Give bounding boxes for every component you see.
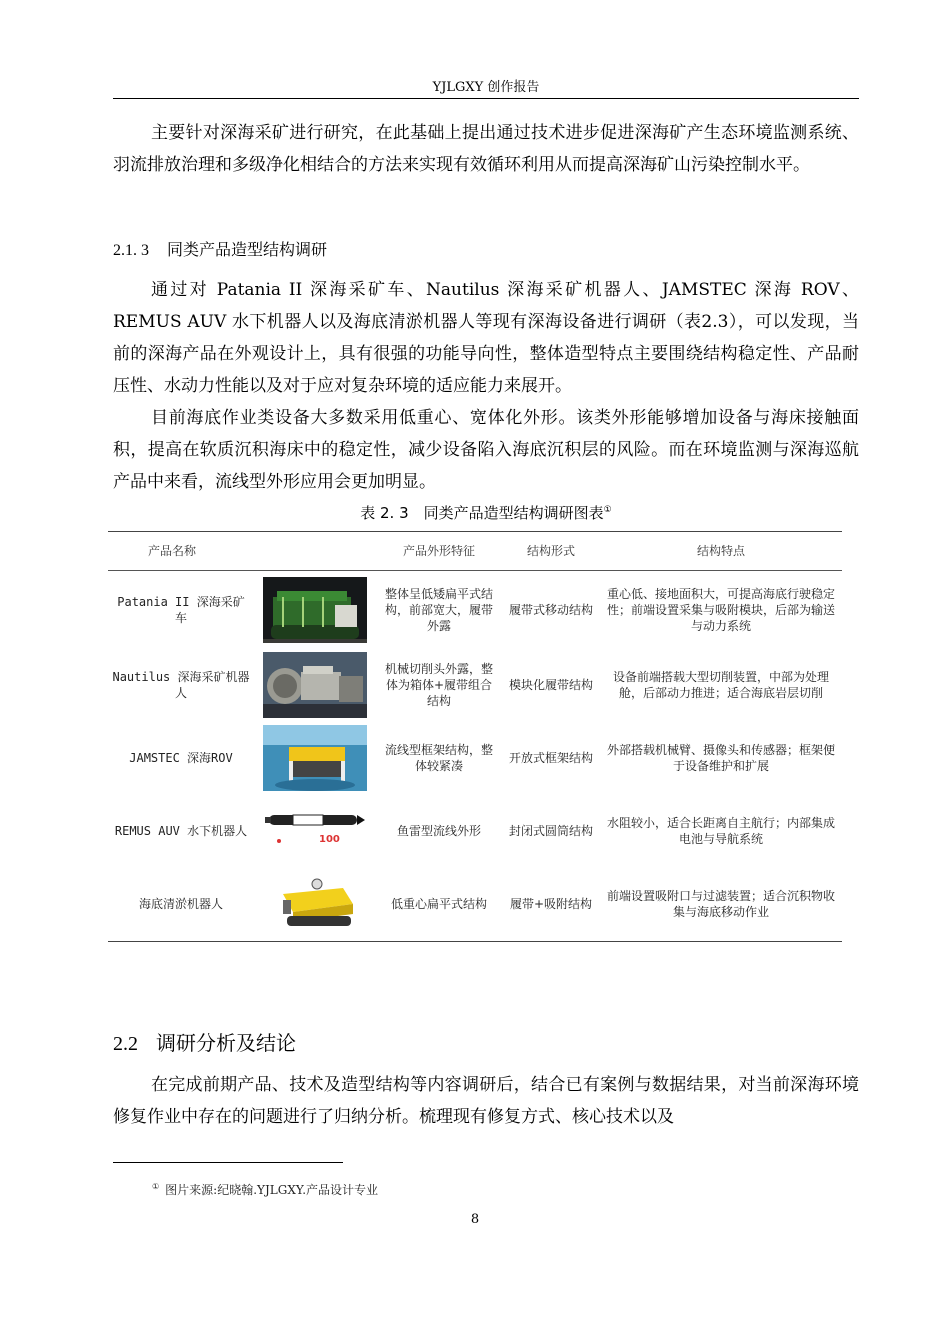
header-rule (113, 98, 859, 99)
mining-vehicle-photo (263, 577, 367, 643)
cell-shape: 整体呈低矮扁平式结构，前部宽大，履带外露 (384, 586, 493, 633)
cutter-robot-photo (263, 652, 367, 718)
cell-image (254, 649, 376, 722)
cell-features: 前端设置吸附口与过滤装置；适合沉积物收集与海底移动作业 (600, 868, 842, 942)
cell-structure: 模块化履带结构 (508, 678, 593, 692)
cell-image (254, 722, 376, 795)
paragraph-survey: 通过对 Patania II 深海采矿车、Nautilus 深海采矿机器人、JAMSTEC 深海 ROV、REMUS AUV 水下机器人以及海底清淤机器人等现有深海设备进行调研（表2.3），可以发现，当前的深海产品在外观设计上，具有很强的功能导向性，整体造型特点主要围绕结构稳定性、产品耐压性、水动力性能以及对于应对复杂环境的适应能力来展开。 (113, 280, 859, 396)
footnote-text: 图片来源:纪晓翰.YJLGXY.产品设计专业 (165, 1183, 379, 1197)
table-row (108, 571, 842, 649)
paragraph-shape: 目前海底作业类设备大多数采用低重心、宽体化外形。该类外形能够增加设备与海床接触面积，提高在软质沉积海床中的稳定性，减少设备陷入海底沉积层的风险。而在环境监测与深海巡航产品中来看，流线型外形应用会更加明显。 (113, 408, 859, 492)
footnote-rule (113, 1162, 343, 1163)
cell-features: 设备前端搭载大型切削装置，中部为处理舱，后部动力推进；适合海底岩层切削 (612, 670, 829, 700)
cell-name: 海底清淤机器人 (108, 868, 254, 942)
cell-name: Nautilus 深海采矿机器人 (112, 670, 250, 700)
footnote-mark: ① (152, 1182, 160, 1191)
cell-structure: 履带式移动结构 (508, 602, 593, 617)
cell-image (254, 795, 376, 868)
cell-features: 水阻较小，适合长距离自主航行；内部集成电池与导航系统 (606, 816, 835, 846)
section-number: 2.2 (113, 1033, 138, 1055)
product-survey-table (108, 531, 842, 942)
col-header-name: 产品名称 (108, 532, 376, 571)
caption-text: 表 2. 3 同类产品造型结构调研图表 (360, 504, 604, 522)
caption-footnote-mark: ① (603, 505, 612, 515)
table-caption (113, 502, 859, 523)
section-heading-2-2 (113, 1027, 296, 1056)
col-header-features: 结构特点 (600, 532, 842, 571)
cell-shape: 低重心扁平式结构 (376, 868, 502, 942)
cell-name: JAMSTEC 深海ROV (129, 751, 233, 765)
table-row (108, 868, 842, 942)
cell-image (254, 571, 376, 649)
cell-structure: 封闭式圆筒结构 (508, 824, 593, 838)
auv-photo (263, 809, 367, 853)
paragraph-analysis: 在完成前期产品、技术及造型结构等内容调研后，结合已有案例与数据结果，对当前深海环境修复作业中存在的问题进行了归纳分析。梳理现有修复方式、核心技术以及 (113, 1075, 859, 1127)
cell-shape: 流线型框架结构，整体较紧凑 (384, 743, 493, 773)
col-header-structure: 结构形式 (502, 532, 600, 571)
table-header-row (108, 532, 842, 571)
dredging-robot-photo (273, 874, 357, 934)
cell-features: 外部搭载机械臂、摄像头和传感器；框架便于设备维护和扩展 (606, 743, 835, 773)
col-header-shape: 产品外形特征 (376, 532, 502, 571)
table-row (108, 795, 842, 868)
footnote (152, 1181, 378, 1198)
table-row (108, 649, 842, 722)
rov-photo (263, 725, 367, 791)
section-title: 调研分析及结论 (156, 1031, 296, 1055)
cell-features: 重心低、接地面积大，可提高海底行驶稳定性；前端设置采集与吸附模块，后部为输送与动力系统 (606, 586, 835, 633)
cell-name: Patania II 深海采矿车 (117, 594, 245, 625)
cell-shape: 鱼雷型流线外形 (396, 824, 481, 838)
section-number: 2.1. 3 (113, 242, 149, 259)
section-title: 同类产品造型结构调研 (167, 240, 328, 259)
page-number: 8 (470, 1212, 480, 1227)
cell-image (254, 868, 376, 942)
cell-shape: 机械切削头外露，整体为箱体+履带组合结构 (384, 662, 493, 708)
table-row (108, 722, 842, 795)
cell-structure: 开放式框架结构 (508, 751, 593, 765)
cell-name: REMUS AUV 水下机器人 (114, 824, 248, 838)
section-heading-2-1-3 (113, 237, 327, 260)
page-header: YJLGXY 创作报告 (432, 80, 540, 95)
auv-label: 100 (319, 834, 340, 845)
intro-paragraph: 主要针对深海采矿进行研究，在此基础上提出通过技术进步促进深海矿产生态环境监测系统、羽流排放治理和多级净化相结合的方法来实现有效循环利用从而提高深海矿山污染控制水平。 (113, 123, 859, 175)
cell-structure: 履带+吸附结构 (502, 868, 600, 942)
